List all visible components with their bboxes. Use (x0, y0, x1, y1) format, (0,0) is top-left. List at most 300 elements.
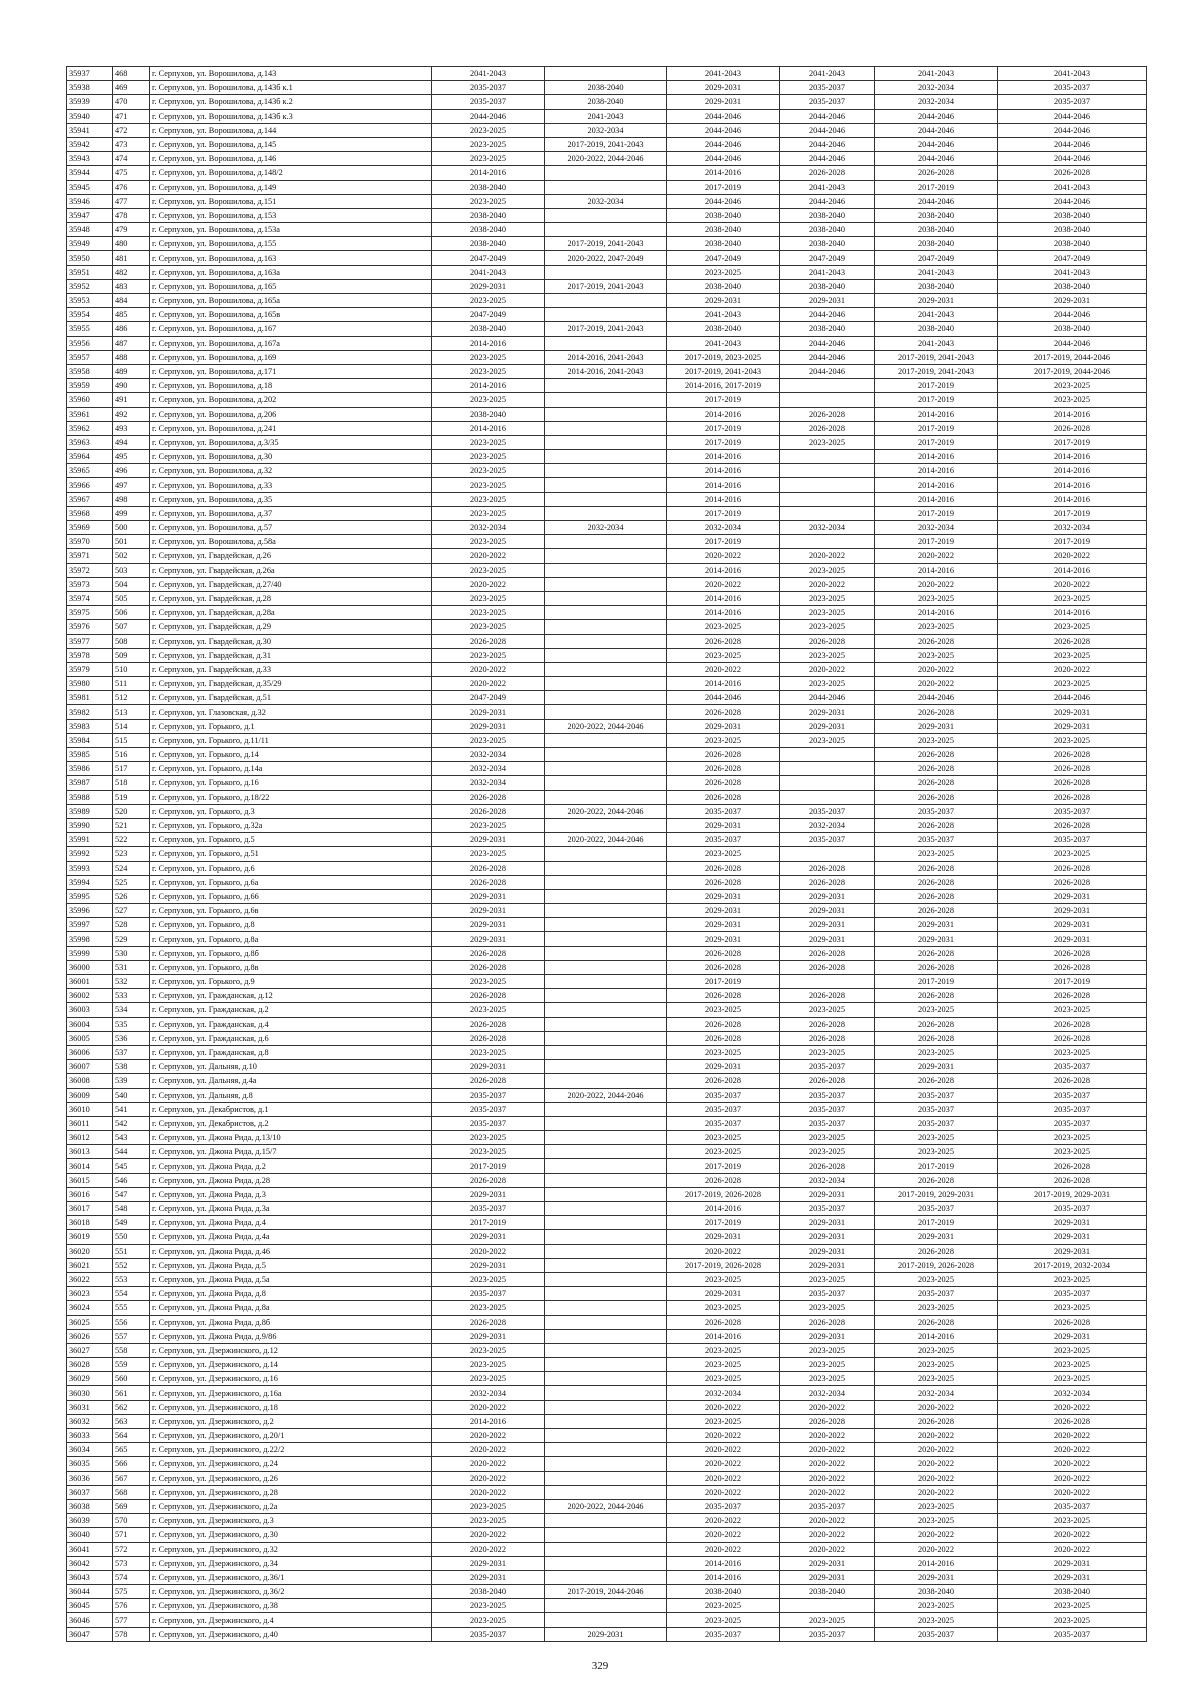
address-cell: г. Серпухов, ул. Горького, д.14 (150, 748, 432, 762)
period-3-cell: 2026-2028 (667, 790, 780, 804)
period-6-cell: 2038-2040 (998, 279, 1147, 293)
period-3-cell: 2017-2019 (667, 393, 780, 407)
period-3-cell: 2035-2037 (667, 1627, 780, 1641)
period-6-cell: 2023-2025 (998, 1372, 1147, 1386)
row-id-cell: 35953 (67, 294, 113, 308)
row-number-cell: 576 (113, 1599, 150, 1613)
table-row (67, 393, 1147, 407)
period-2-cell (545, 464, 667, 478)
row-id-cell: 35976 (67, 620, 113, 634)
period-2-cell (545, 1301, 667, 1315)
period-1-cell: 2035-2037 (432, 1088, 545, 1102)
table-row (67, 833, 1147, 847)
period-1-cell: 2023-2025 (432, 1358, 545, 1372)
row-id-cell: 36006 (67, 1045, 113, 1059)
period-2-cell (545, 506, 667, 520)
table-row (67, 180, 1147, 194)
row-number-cell: 546 (113, 1173, 150, 1187)
period-1-cell: 2023-2025 (432, 1372, 545, 1386)
table-row (67, 691, 1147, 705)
period-1-cell: 2026-2028 (432, 804, 545, 818)
period-2-cell (545, 847, 667, 861)
period-6-cell: 2026-2028 (998, 946, 1147, 960)
period-4-cell: 2023-2025 (780, 1343, 875, 1357)
period-4-cell: 2029-2031 (780, 918, 875, 932)
row-number-cell: 493 (113, 421, 150, 435)
period-3-cell: 2026-2028 (667, 1031, 780, 1045)
period-3-cell: 2047-2049 (667, 251, 780, 265)
period-4-cell: 2020-2022 (780, 1400, 875, 1414)
period-6-cell: 2038-2040 (998, 322, 1147, 336)
row-number-cell: 487 (113, 336, 150, 350)
period-4-cell: 2020-2022 (780, 1471, 875, 1485)
period-3-cell: 2023-2025 (667, 1272, 780, 1286)
period-6-cell: 2023-2025 (998, 1003, 1147, 1017)
period-6-cell: 2035-2037 (998, 1116, 1147, 1130)
period-4-cell: 2026-2028 (780, 960, 875, 974)
row-number-cell: 565 (113, 1443, 150, 1457)
row-number-cell: 575 (113, 1585, 150, 1599)
period-6-cell: 2044-2046 (998, 308, 1147, 322)
period-3-cell: 2044-2046 (667, 137, 780, 151)
address-cell: г. Серпухов, ул. Горького, д.11/11 (150, 733, 432, 747)
row-number-cell: 538 (113, 1060, 150, 1074)
address-cell: г. Серпухов, ул. Дзержинского, д.34 (150, 1556, 432, 1570)
table-row (67, 95, 1147, 109)
period-3-cell: 2029-2031 (667, 1230, 780, 1244)
table-row (67, 904, 1147, 918)
period-2-cell (545, 535, 667, 549)
table-row (67, 1131, 1147, 1145)
row-number-cell: 528 (113, 918, 150, 932)
period-4-cell: 2035-2037 (780, 1499, 875, 1513)
period-6-cell: 2014-2016 (998, 450, 1147, 464)
period-3-cell: 2029-2031 (667, 719, 780, 733)
row-number-cell: 497 (113, 478, 150, 492)
period-6-cell: 2047-2049 (998, 251, 1147, 265)
period-3-cell: 2017-2019 (667, 435, 780, 449)
period-4-cell: 2023-2025 (780, 733, 875, 747)
period-5-cell: 2038-2040 (875, 237, 998, 251)
period-3-cell: 2017-2019 (667, 1216, 780, 1230)
row-id-cell: 35992 (67, 847, 113, 861)
row-id-cell: 35968 (67, 506, 113, 520)
period-2-cell (545, 960, 667, 974)
row-id-cell: 35948 (67, 223, 113, 237)
period-2-cell: 2038-2040 (545, 81, 667, 95)
period-6-cell: 2023-2025 (998, 1343, 1147, 1357)
period-5-cell: 2020-2022 (875, 1471, 998, 1485)
address-cell: г. Серпухов, ул. Дзержинского, д.2а (150, 1499, 432, 1513)
table-row (67, 464, 1147, 478)
period-1-cell: 2023-2025 (432, 847, 545, 861)
period-1-cell: 2023-2025 (432, 1613, 545, 1627)
address-cell: г. Серпухов, ул. Дзержинского, д.26 (150, 1471, 432, 1485)
period-5-cell: 2020-2022 (875, 577, 998, 591)
period-5-cell: 2017-2019 (875, 975, 998, 989)
row-id-cell: 35947 (67, 208, 113, 222)
row-id-cell: 36017 (67, 1202, 113, 1216)
period-2-cell (545, 492, 667, 506)
row-id-cell: 36039 (67, 1514, 113, 1528)
table-row (67, 506, 1147, 520)
row-id-cell: 36028 (67, 1358, 113, 1372)
period-1-cell: 2026-2028 (432, 875, 545, 889)
period-5-cell: 2041-2043 (875, 265, 998, 279)
period-3-cell: 2041-2043 (667, 67, 780, 81)
period-2-cell (545, 421, 667, 435)
period-6-cell: 2017-2019, 2044-2046 (998, 350, 1147, 364)
period-2-cell (545, 1372, 667, 1386)
table-row (67, 322, 1147, 336)
period-3-cell: 2029-2031 (667, 889, 780, 903)
address-cell: г. Серпухов, ул. Гвардейская, д.51 (150, 691, 432, 705)
period-1-cell: 2023-2025 (432, 194, 545, 208)
period-5-cell: 2023-2025 (875, 1599, 998, 1613)
row-number-cell: 536 (113, 1031, 150, 1045)
row-number-cell: 548 (113, 1202, 150, 1216)
period-4-cell (780, 790, 875, 804)
table-row (67, 1003, 1147, 1017)
address-cell: г. Серпухов, ул. Дзержинского, д.4 (150, 1613, 432, 1627)
period-6-cell: 2029-2031 (998, 719, 1147, 733)
row-id-cell: 35987 (67, 776, 113, 790)
period-6-cell: 2023-2025 (998, 379, 1147, 393)
period-2-cell (545, 733, 667, 747)
table-row (67, 265, 1147, 279)
period-6-cell: 2038-2040 (998, 237, 1147, 251)
period-5-cell: 2029-2031 (875, 918, 998, 932)
period-1-cell: 2023-2025 (432, 591, 545, 605)
row-number-cell: 522 (113, 833, 150, 847)
period-2-cell (545, 549, 667, 563)
period-4-cell: 2026-2028 (780, 946, 875, 960)
period-1-cell: 2047-2049 (432, 308, 545, 322)
period-4-cell: 2035-2037 (780, 1102, 875, 1116)
period-5-cell: 2026-2028 (875, 875, 998, 889)
row-number-cell: 534 (113, 1003, 150, 1017)
period-1-cell: 2047-2049 (432, 251, 545, 265)
table-row (67, 1244, 1147, 1258)
row-number-cell: 483 (113, 279, 150, 293)
period-4-cell: 2023-2025 (780, 435, 875, 449)
period-4-cell: 2044-2046 (780, 364, 875, 378)
row-id-cell: 35999 (67, 946, 113, 960)
period-6-cell: 2020-2022 (998, 1457, 1147, 1471)
period-1-cell: 2023-2025 (432, 492, 545, 506)
period-4-cell: 2029-2031 (780, 1244, 875, 1258)
table-row (67, 152, 1147, 166)
address-cell: г. Серпухов, ул. Гвардейская, д.30 (150, 634, 432, 648)
table-row (67, 662, 1147, 676)
period-5-cell: 2020-2022 (875, 1429, 998, 1443)
address-cell: г. Серпухов, ул. Гвардейская, д.35/29 (150, 677, 432, 691)
period-5-cell: 2023-2025 (875, 733, 998, 747)
period-3-cell: 2014-2016 (667, 1556, 780, 1570)
table-row (67, 861, 1147, 875)
period-6-cell: 2026-2028 (998, 166, 1147, 180)
address-cell: г. Серпухов, ул. Ворошилова, д.143б к.2 (150, 95, 432, 109)
row-id-cell: 36000 (67, 960, 113, 974)
period-3-cell: 2023-2025 (667, 648, 780, 662)
table-row (67, 1599, 1147, 1613)
period-2-cell (545, 634, 667, 648)
address-cell: г. Серпухов, ул. Ворошилова, д.18 (150, 379, 432, 393)
period-2-cell (545, 790, 667, 804)
period-1-cell: 2023-2025 (432, 123, 545, 137)
period-3-cell: 2017-2019 (667, 535, 780, 549)
period-5-cell: 2014-2016 (875, 492, 998, 506)
period-6-cell: 2038-2040 (998, 223, 1147, 237)
row-number-cell: 517 (113, 762, 150, 776)
row-number-cell: 554 (113, 1287, 150, 1301)
table-row (67, 166, 1147, 180)
row-number-cell: 572 (113, 1542, 150, 1556)
row-number-cell: 544 (113, 1145, 150, 1159)
address-cell: г. Серпухов, ул. Гвардейская, д.28а (150, 606, 432, 620)
period-5-cell: 2023-2025 (875, 648, 998, 662)
row-id-cell: 36032 (67, 1414, 113, 1428)
period-1-cell: 2035-2037 (432, 1202, 545, 1216)
period-3-cell: 2014-2016 (667, 464, 780, 478)
period-5-cell: 2023-2025 (875, 847, 998, 861)
period-5-cell: 2017-2019 (875, 1159, 998, 1173)
period-1-cell: 2023-2025 (432, 137, 545, 151)
period-4-cell: 2044-2046 (780, 123, 875, 137)
period-3-cell: 2038-2040 (667, 1585, 780, 1599)
row-number-cell: 506 (113, 606, 150, 620)
address-cell: г. Серпухов, ул. Ворошилова, д.153 (150, 208, 432, 222)
period-2-cell: 2020-2022, 2044-2046 (545, 1499, 667, 1513)
period-1-cell: 2023-2025 (432, 818, 545, 832)
row-number-cell: 578 (113, 1627, 150, 1641)
period-6-cell: 2020-2022 (998, 549, 1147, 563)
period-3-cell: 2020-2022 (667, 1542, 780, 1556)
period-1-cell: 2026-2028 (432, 946, 545, 960)
period-2-cell (545, 1613, 667, 1627)
period-5-cell: 2017-2019, 2041-2043 (875, 350, 998, 364)
period-4-cell: 2029-2031 (780, 889, 875, 903)
period-4-cell: 2035-2037 (780, 1627, 875, 1641)
period-3-cell: 2023-2025 (667, 1045, 780, 1059)
period-5-cell: 2014-2016 (875, 407, 998, 421)
period-6-cell: 2035-2037 (998, 1060, 1147, 1074)
period-3-cell: 2014-2016 (667, 407, 780, 421)
period-6-cell: 2026-2028 (998, 1414, 1147, 1428)
period-2-cell (545, 762, 667, 776)
period-2-cell (545, 1400, 667, 1414)
period-6-cell: 2029-2031 (998, 1329, 1147, 1343)
period-5-cell: 2038-2040 (875, 223, 998, 237)
period-4-cell: 2023-2025 (780, 677, 875, 691)
address-cell: г. Серпухов, ул. Ворошилова, д.37 (150, 506, 432, 520)
period-6-cell: 2017-2019 (998, 535, 1147, 549)
row-id-cell: 36025 (67, 1315, 113, 1329)
table-row (67, 1145, 1147, 1159)
period-4-cell: 2035-2037 (780, 833, 875, 847)
period-2-cell: 2020-2022, 2047-2049 (545, 251, 667, 265)
table-row (67, 1045, 1147, 1059)
period-1-cell: 2020-2022 (432, 1429, 545, 1443)
period-6-cell: 2035-2037 (998, 1627, 1147, 1641)
row-id-cell: 35980 (67, 677, 113, 691)
row-number-cell: 471 (113, 109, 150, 123)
row-number-cell: 543 (113, 1131, 150, 1145)
period-3-cell: 2014-2016 (667, 1570, 780, 1584)
address-cell: г. Серпухов, ул. Дзержинского, д.22/2 (150, 1443, 432, 1457)
period-1-cell: 2020-2022 (432, 1443, 545, 1457)
period-6-cell: 2029-2031 (998, 1216, 1147, 1230)
period-2-cell (545, 1230, 667, 1244)
period-4-cell (780, 478, 875, 492)
period-4-cell: 2038-2040 (780, 279, 875, 293)
period-1-cell: 2014-2016 (432, 379, 545, 393)
row-id-cell: 35971 (67, 549, 113, 563)
period-2-cell (545, 435, 667, 449)
address-cell: г. Серпухов, ул. Ворошилова, д.153а (150, 223, 432, 237)
address-cell: г. Серпухов, ул. Дзержинского, д.38 (150, 1599, 432, 1613)
period-1-cell: 2029-2031 (432, 932, 545, 946)
period-6-cell: 2023-2025 (998, 1272, 1147, 1286)
row-id-cell: 35979 (67, 662, 113, 676)
period-6-cell: 2020-2022 (998, 1443, 1147, 1457)
row-id-cell: 36023 (67, 1287, 113, 1301)
period-1-cell: 2041-2043 (432, 265, 545, 279)
row-id-cell: 35988 (67, 790, 113, 804)
row-id-cell: 35961 (67, 407, 113, 421)
table-row (67, 1499, 1147, 1513)
table-row (67, 1627, 1147, 1641)
row-number-cell: 516 (113, 748, 150, 762)
period-2-cell (545, 705, 667, 719)
period-2-cell (545, 1556, 667, 1570)
address-cell: г. Серпухов, ул. Джона Рида, д.13/10 (150, 1131, 432, 1145)
period-1-cell: 2029-2031 (432, 1329, 545, 1343)
address-cell: г. Серпухов, ул. Дзержинского, д.20/1 (150, 1429, 432, 1443)
row-number-cell: 480 (113, 237, 150, 251)
address-cell: г. Серпухов, ул. Гвардейская, д.33 (150, 662, 432, 676)
period-5-cell: 2044-2046 (875, 109, 998, 123)
period-1-cell: 2020-2022 (432, 1485, 545, 1499)
period-6-cell: 2023-2025 (998, 1045, 1147, 1059)
period-1-cell: 2023-2025 (432, 1343, 545, 1357)
period-3-cell: 2023-2025 (667, 1145, 780, 1159)
table-row (67, 478, 1147, 492)
period-5-cell: 2023-2025 (875, 620, 998, 634)
period-5-cell: 2017-2019 (875, 1216, 998, 1230)
period-1-cell: 2023-2025 (432, 1045, 545, 1059)
period-3-cell: 2017-2019 (667, 180, 780, 194)
table-row (67, 1230, 1147, 1244)
row-number-cell: 475 (113, 166, 150, 180)
address-cell: г. Серпухов, ул. Дзержинского, д.16а (150, 1386, 432, 1400)
period-4-cell: 2026-2028 (780, 166, 875, 180)
row-number-cell: 486 (113, 322, 150, 336)
period-3-cell: 2023-2025 (667, 733, 780, 747)
table-row (67, 790, 1147, 804)
period-4-cell: 2044-2046 (780, 152, 875, 166)
row-number-cell: 481 (113, 251, 150, 265)
row-number-cell: 482 (113, 265, 150, 279)
period-4-cell: 2029-2031 (780, 719, 875, 733)
row-number-cell: 494 (113, 435, 150, 449)
period-4-cell: 2023-2025 (780, 591, 875, 605)
period-3-cell: 2044-2046 (667, 194, 780, 208)
row-id-cell: 36019 (67, 1230, 113, 1244)
table-row (67, 1386, 1147, 1400)
period-2-cell (545, 1386, 667, 1400)
period-6-cell: 2041-2043 (998, 67, 1147, 81)
period-5-cell: 2026-2028 (875, 634, 998, 648)
period-3-cell: 2014-2016, 2017-2019 (667, 379, 780, 393)
period-4-cell (780, 506, 875, 520)
row-id-cell: 35994 (67, 875, 113, 889)
period-5-cell: 2014-2016 (875, 1329, 998, 1343)
period-2-cell (545, 691, 667, 705)
period-6-cell: 2029-2031 (998, 918, 1147, 932)
address-cell: г. Серпухов, ул. Дзержинского, д.3 (150, 1514, 432, 1528)
table-row (67, 1429, 1147, 1443)
period-1-cell: 2026-2028 (432, 1315, 545, 1329)
period-6-cell: 2035-2037 (998, 804, 1147, 818)
period-4-cell (780, 535, 875, 549)
table-row (67, 294, 1147, 308)
address-cell: г. Серпухов, ул. Ворошилова, д.58а (150, 535, 432, 549)
period-5-cell: 2020-2022 (875, 1443, 998, 1457)
period-5-cell: 2029-2031 (875, 1570, 998, 1584)
period-4-cell: 2023-2025 (780, 1613, 875, 1627)
table-row (67, 109, 1147, 123)
row-id-cell: 35986 (67, 762, 113, 776)
row-id-cell: 35937 (67, 67, 113, 81)
address-cell: г. Серпухов, ул. Джона Рида, д.9/86 (150, 1329, 432, 1343)
period-3-cell: 2026-2028 (667, 1074, 780, 1088)
period-3-cell: 2026-2028 (667, 861, 780, 875)
period-2-cell (545, 1528, 667, 1542)
row-number-cell: 550 (113, 1230, 150, 1244)
row-id-cell: 35990 (67, 818, 113, 832)
row-id-cell: 36003 (67, 1003, 113, 1017)
row-number-cell: 529 (113, 932, 150, 946)
table-row (67, 1116, 1147, 1130)
table-row (67, 762, 1147, 776)
period-6-cell: 2026-2028 (998, 875, 1147, 889)
period-5-cell: 2017-2019, 2026-2028 (875, 1258, 998, 1272)
period-5-cell: 2038-2040 (875, 279, 998, 293)
row-number-cell: 519 (113, 790, 150, 804)
table-row (67, 918, 1147, 932)
period-4-cell: 2020-2022 (780, 1542, 875, 1556)
period-4-cell (780, 393, 875, 407)
period-2-cell (545, 1216, 667, 1230)
row-number-cell: 524 (113, 861, 150, 875)
row-id-cell: 35962 (67, 421, 113, 435)
period-5-cell: 2029-2031 (875, 719, 998, 733)
address-cell: г. Серпухов, ул. Дзержинского, д.16 (150, 1372, 432, 1386)
period-4-cell: 2038-2040 (780, 1585, 875, 1599)
period-6-cell: 2023-2025 (998, 620, 1147, 634)
table-row (67, 719, 1147, 733)
period-6-cell: 2035-2037 (998, 1202, 1147, 1216)
period-2-cell (545, 294, 667, 308)
row-id-cell: 35982 (67, 705, 113, 719)
period-2-cell (545, 591, 667, 605)
period-2-cell (545, 1542, 667, 1556)
row-number-cell: 570 (113, 1514, 150, 1528)
period-6-cell: 2026-2028 (998, 1031, 1147, 1045)
row-id-cell: 35955 (67, 322, 113, 336)
row-number-cell: 507 (113, 620, 150, 634)
